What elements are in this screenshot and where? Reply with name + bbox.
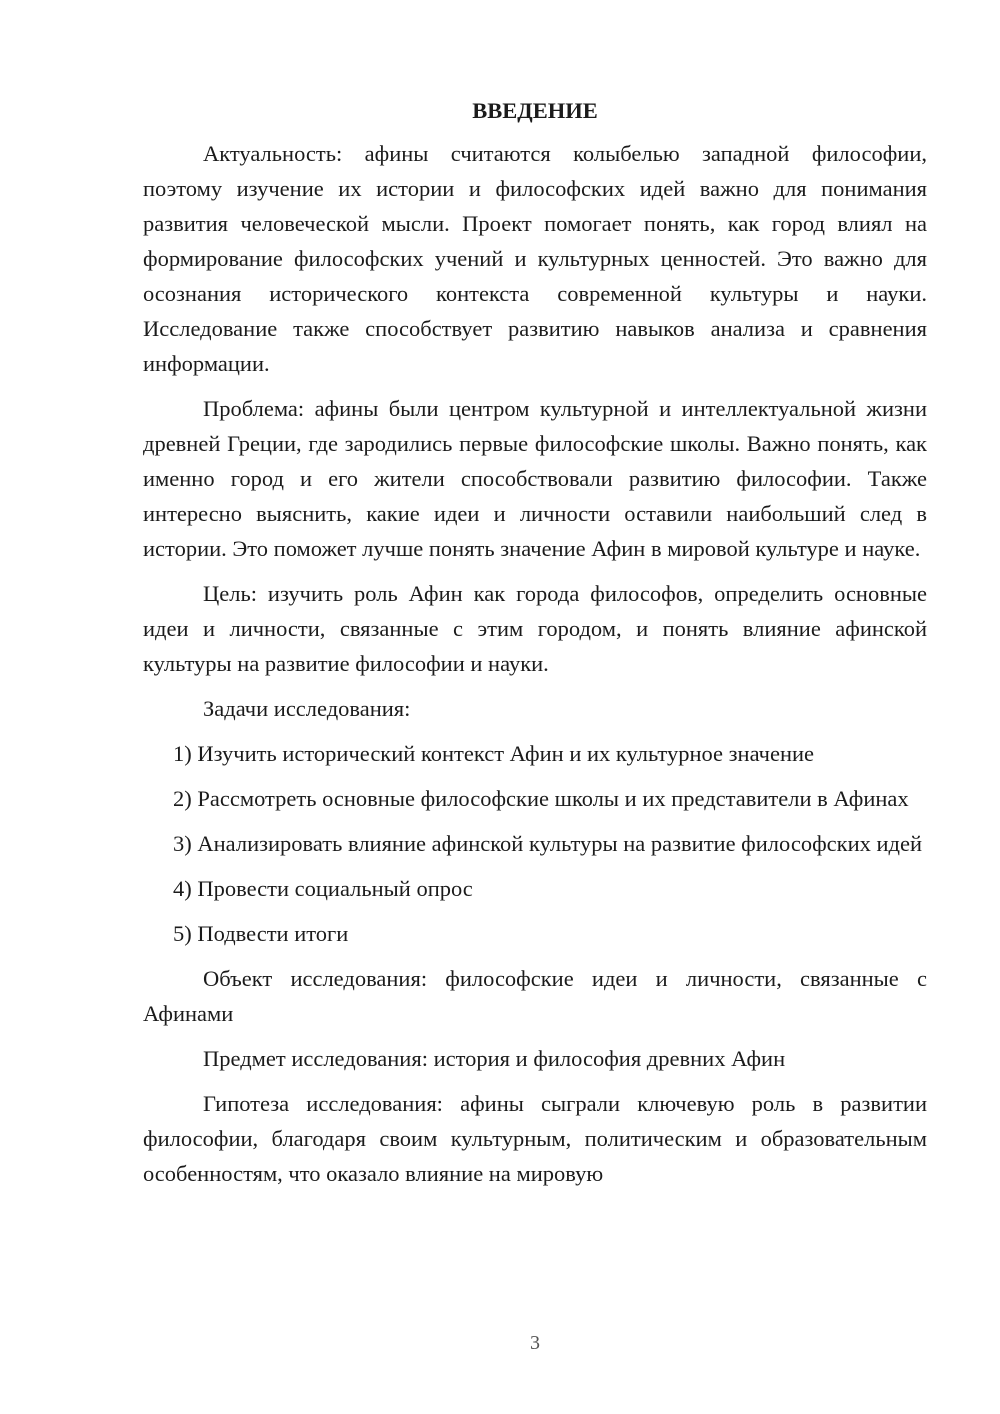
paragraph-subject: Предмет исследования: история и философия древних Афин [203,1046,786,1071]
tasks-heading: Задачи исследования: [203,696,411,721]
list-item: 2) Рассмотреть основные философские школы и их представители в Афинах [173,786,909,811]
paragraph-hypothesis: Гипотеза исследования: афины сыграли ключевую роль в развитии философии, благодаря своим культурным, политическим и образовательным особенностям, что оказало влияние на мировую [143,1091,927,1186]
page-title: ВВЕДЕНИЕ [472,98,598,123]
list-item: 1) Изучить исторический контекст Афин и их культурное значение [173,741,815,766]
tasks-list [143,736,927,951]
page-number: 3 [530,1332,540,1354]
paragraph-object: Объект исследования: философские идеи и личности, связанные с Афинами [143,966,927,1026]
list-item: 5) Подвести итоги [173,921,349,946]
list-item: 4) Провести социальный опрос [173,876,473,901]
paragraph-problem: Проблема: афины были центром культурной и интеллектуальной жизни древней Греции, где зародились первые философские школы. Важно понять, как именно город и его жители способствовали развитию философии. Также интересно выяснить, какие идеи и личности оставили наибольший след в истории. Это поможет лучше понять значение Афин в мировой культуре и науке. [143,396,927,561]
paragraph-relevance: Актуальность: афины считаются колыбелью западной философии, поэтому изучение их истории и философских идей важно для понимания развития человеческой мысли. Проект помогает понять, как город влиял на формирование философских учений и культурных ценностей. Это важно для осознания исторического контекста современной культуры и науки. Исследование также способствует развитию навыков анализа и сравнения информации. [143,141,927,376]
document-page [143,96,927,1201]
paragraph-goal: Цель: изучить роль Афин как города философов, определить основные идеи и личности, связанные с этим городом, и понять влияние афинской культуры на развитие философии и науки. [143,581,927,676]
list-item: 3) Анализировать влияние афинской культуры на развитие философских идей [173,831,923,856]
